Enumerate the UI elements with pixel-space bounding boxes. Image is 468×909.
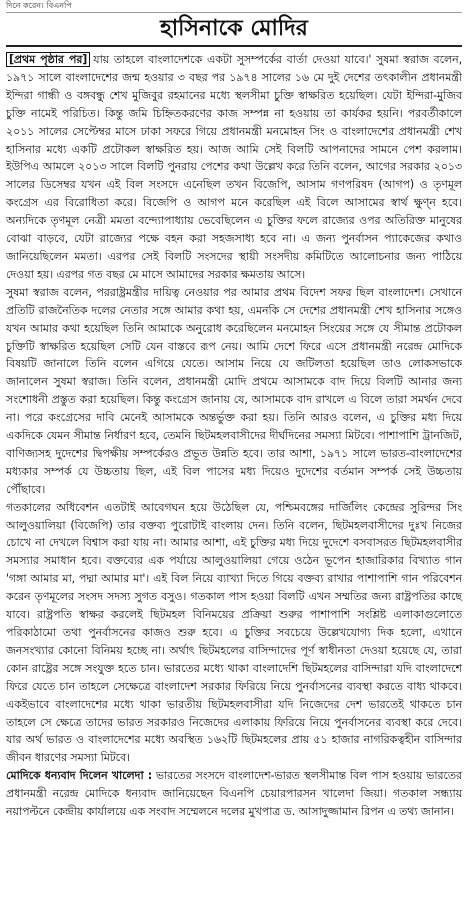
article-headline: হাসিনাকে মোদির — [6, 13, 462, 47]
closing-text: ভারতের সংসদে বাংলাদেশ-ভারত স্থলসীমান্ত বিল পাস হওয়ায় ভারতের প্রধানমন্ত্রী নরেন্দ্র মোদিকে ধন্যবাদ জানিয়েছেন বিএনপি চেয়ারপারসন খালেদা জিয়া। গতকাল সন্ধ্যায় নয়াপল্টনে কেন্দ্রীয় কার্যালয়ে এক সংবাদ সম্মেলনে দলের মুখপাত্র ড. আসাদুজ্জামান রিপন এ তথ্য জানান। — [6, 769, 462, 819]
closing-subheading: মোদিকে ধন্যবাদ দিলেন খালেদা : — [6, 769, 152, 783]
paragraph-text: যায় তাহলে বাংলাদেশকে একটা সুসম্পর্কের বার্তা দেওয়া যাবে।' সুষমা স্বরাজ বলেন, ১৯৭১ সালে বাংলাদেশের জন্ম হওয়ার ৩ বছর পর ১৯৭৪ সালের ১৬ মে দুই দেশের তৎকালীন প্রধানমন্ত্রী ইন্দিরা গান্ধী ও বঙ্গবন্ধু শেখ মুজিবুর রহমানের মধ্যে স্থলসীমা চুক্তি স্বাক্ষরিত হয়েছিল। যেটা ইন্দিরা-মুজিব চুক্তি নামেই পরিচিত। কিন্তু জমি চিহ্নিতকরণের কাজ সম্পন্ন না হওয়ায় তা কার্যকর হয়নি। পরবর্তীকালে ২০১১ সালের সেপ্টেম্বর মাসে ঢাকা সফরে গিয়ে প্রধানমন্ত্রী মনমোহন সিং ও বাংলাদেশের প্রধানমন্ত্রী শেখ হাসিনার মধ্যে একটি প্রটোকল স্বাক্ষরিত হয়। আজ আমি সেই বিলটি আপনাদের সামনে পেশ করলাম। ইউপিএ আমলে ২০১৩ সালে বিলটি পুনরায় পেশের কথা উল্লেখ করে তিনি বলেন, আগের সরকার ২০১৩ সালের ডিসেম্বর যখন এই বিল সংসদে এনেছিল তখন বিজেপি, আসাম গণপরিষদ (আগপ) ও তৃণমূল কংগ্রেস এর বিরোধিতা করে। বিজেপি ও আগপ মনে করেছিল এই বিলে আসামের স্বার্থ ক্ষুণ্ন হবে। অন্যদিকে তৃণমূল নেত্রী মমতা বন্দ্যোপাধ্যায় ভেবেছিলেন এ চুক্তির ফলে রাজ্যের ওপর অতিরিক্ত মানুষের বোঝা বাড়বে, যেটা রাজ্যের পক্ষে বহন করা সহজসাধ্য হবে না। এ জন্য পুনর্বাসন প্যাকেজের কথাও জানিয়েছিলেন মমতা। এরপর সেই বিলটি সংসদের স্থায়ী সংসদীয় কমিটিতে আলোচনার জন্য পাঠিয়ে দেওয়া হয়। এরপর গত বছর মে মাসে আমাদের সরকার ক্ষমতায় আসে। — [6, 53, 463, 281]
continued-from-front-label: [প্রথম পৃষ্ঠার পর] — [6, 52, 90, 67]
article-body — [6, 51, 462, 821]
article-paragraph — [6, 51, 462, 284]
article-paragraph: গতকালের অধিবেশন এতটাই আবেগঘন হয়ে উঠেছিল যে, পশ্চিমবঙ্গের দার্জিলিং কেন্দ্রের সুরিন্দর সিং আলুওয়ালিয়া (বিজেপি) তার বক্তব্য পুরোটাই বাংলায় দেন। তিনি বলেন, ছিটমহলবাসীদের দুঃখ নিজের চোখে না দেখলে বিশ্বাস করা যায় না। আমার আশা, এই চুক্তির মধ্য দিয়ে দুদেশে বসবাসরত ছিটমহলবাসীর সমস্যার সমাধান হবে। বক্তব্যের এক পর্যায়ে আলুওয়ালিয়া গেয়ে ওঠেন ভূপেন হাজারিকার বিখ্যাত গান 'গঙ্গা আমার মা, পদ্মা আমার মা'। এই বিল নিয়ে ব্যাখ্যা দিতে গিয়ে বক্তব্য রাখার পাশাপাশি গান পরিবেশন করেন তৃণমূলের সংসদ সদস্য সুগত বসুও। গতকাল পাস হওয়া বিলটি এখন সম্মতির জন্য রাষ্ট্রপতির কাছে যাবে। রাষ্ট্রপতি স্বাক্ষর করলেই ছিটমহল বিনিময়ের প্রক্রিয়া শুরুর পাশাপাশি সংশ্লিষ্ট এলাকাগুলোতে পরিকাঠামো তথা পুনর্বাসনের কাজও শুরু হবে। এ চুক্তির সবচেয়ে উল্লেখযোগ্য দিক হলো, এখানে জনসংখ্যার কোনো বিনিময় হচ্ছে না। অর্থাৎ ছিটমহলের বাসিন্দাদের পূর্ণ স্বাধীনতা দেওয়া হয়েছে যে, তারা কোন রাষ্ট্রের সঙ্গে সংযুক্ত হতে চান। ভারতের মধ্যে থাকা বাংলাদেশি ছিটমহলের বাসিন্দারা যদি বাংলাদেশে ফিরে যেতে চান তাহলে সেক্ষেত্রে বাংলাদেশ সরকার ফিরিয়ে নিয়ে পুনর্বাসনের ব্যবস্থা করতে বাধ্য থাকবে। একইভাবে বাংলাদেশের মধ্যে থাকা ভারতীয় ছিটমহলবাসীরা যদি নিজেদের দেশ ভারতেই থাকতে চান তাহলে সে ক্ষেত্রে তাদের ভারত সরকারও নিজেদের এলাকায় ফিরিয়ে নিয়ে পুনর্বাসনের ব্যবস্থা করে দেবে। যার অর্থ ভারত ও বাংলাদেশের মধ্যে অবস্থিত ১৬২টি ছিটমহলের প্রায় ৫১ হাজার নাগরিকত্বহীন বাসিন্দার জীবন ধারণের সমস্যা মিটবে। — [6, 500, 462, 765]
article-paragraph-closing — [6, 767, 462, 821]
previous-article-fragment: দিনে করেন। বিএনপি — [6, 0, 462, 13]
article-paragraph: সুষমা স্বরাজ বলেন, পররাষ্ট্রমন্ত্রীর দায়িত্ব নেওয়ার পর আমার প্রথম বিদেশ সফর ছিল বাংলাদেশ। সেখানে প্রতিটি রাজনৈতিক দলের নেতার সঙ্গে আমার কথা হয়, এমনকি সে দেশের প্রধানমন্ত্রী শেখ হাসিনার সঙ্গেও যখন আমার কথা হয়েছিল তিনি আমাকে অনুরোধ করেছিলেন মনমোহন সিংয়ের সঙ্গে যে সীমান্ত প্রটোকল চুক্তিটি স্বাক্ষরিত হয়েছিল সেটি যেন বাস্তবে রূপ নেয়। আমি দেশে ফিরে এসে প্রধানমন্ত্রী নরেন্দ্র মোদিকে বিষয়টি জানালে তিনি বলেন এগিয়ে যেতে। আসাম নিয়ে যে জটিলতা হয়েছিল তাও লোকসভাকে জানালেন সুষমা স্বরাজ। তিনি বলেন, প্রধানমন্ত্রী মোদি প্রথমে আসামকে বাদ দিয়ে বিলটি আনার জন্য সংশোধনী প্রস্তুত করা হয়েছিল। কিন্তু কংগ্রেস জানায় যে, আসামকে বাদ রাখলে এ বিলে তারা সমর্থন দেবে না। পরে কংগ্রেসের দাবি মেনেই আসামকে অন্তর্ভুক্ত করা হয়। তিনি আরও বলেন, এ চুক্তির মধ্য দিয়ে একদিকে যেমন সীমান্ত নির্ধারণ হবে, তেমনি ছিটমহলবাসীদের দীর্ঘদিনের সমস্যা মিটবে। পাশাপাশি ট্রানজিট, বাণিজ্যসহ দুদেশের দ্বিপক্ষীয় সম্পর্কেরও প্রভূত উন্নতি হবে। তার আশা, ১৯৭১ সালে ভারত-বাংলাদেশের মধ্যকার সম্পর্ক যে উচ্চতায় ছিল, এই বিল পাসের মধ্য দিয়েও দুদেশের বর্তমান সম্পর্ক সেই উচ্চতায় পৌঁছাবে। — [6, 285, 462, 496]
